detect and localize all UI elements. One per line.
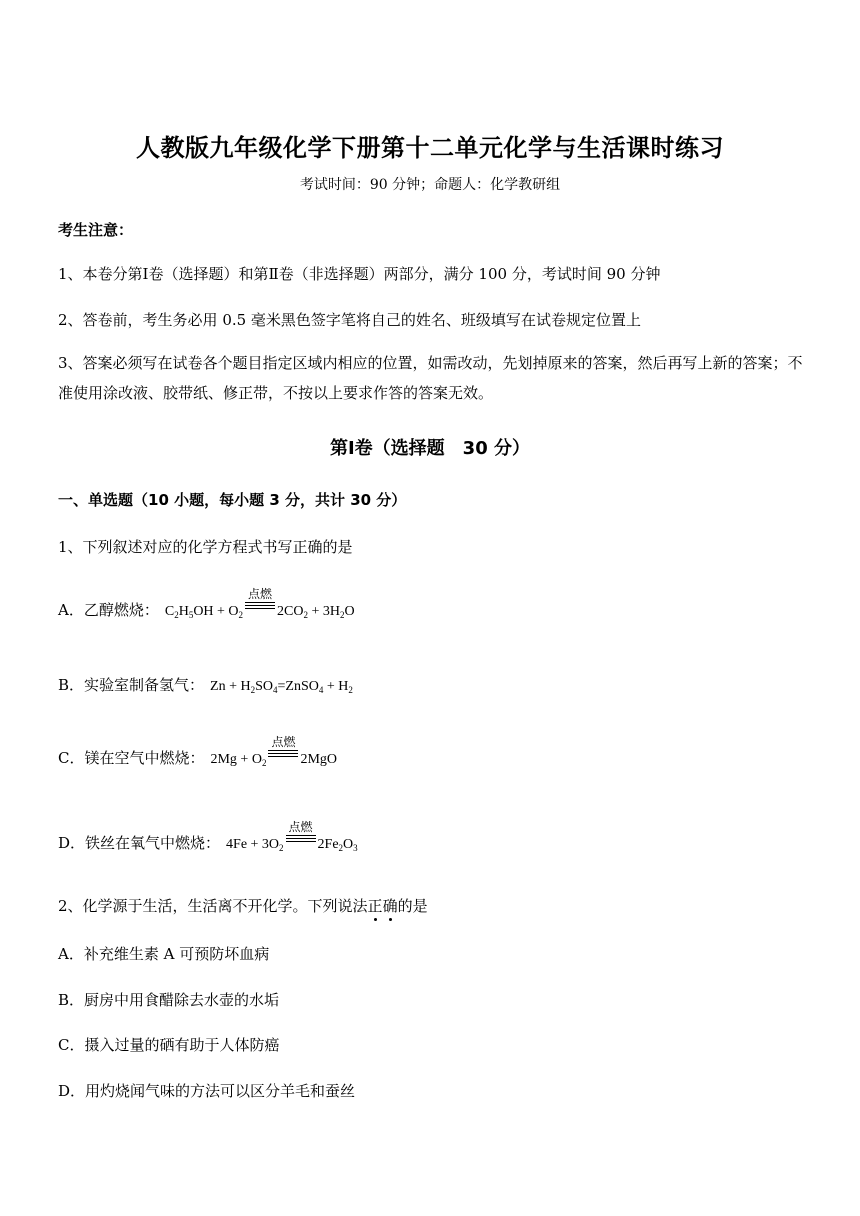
condition-label: 点燃 [271,735,296,749]
question-1-stem: 1、下列叙述对应的化学方程式书写正确的是 [58,538,353,556]
reaction-condition [285,820,317,848]
emphasis-char: 确 [382,897,398,915]
chemical-equation: $C_2H_5OH + O_2$ 点燃 $2CO_2 + 3H_2O$ [164,587,355,620]
question-2-option-a: A．补充维生素 A 可预防坏血病 [58,945,270,963]
notice-item-2: 2、答卷前，考生务必用 0.5 毫米黑色签字笔将自己的姓名、班级填写在试卷规定位置上 [58,311,641,329]
chemical-equation: $2Mg + O_2$ 点燃 2MgO [210,735,338,768]
question-2-option-c: C．摄入过量的硒有助于人体防癌 [58,1036,280,1054]
section-title: 第Ⅰ卷（选择题 30 分） [329,438,530,459]
exam-subtitle: 考试时间：90 分钟；命题人：化学教研组 [299,177,561,193]
chemical-equation: $Zn + H_2SO_4=ZnSO_4 + H_2$ [210,679,353,695]
notice-item-3: 3、答案必须写在试卷各个题目指定区域内相应的位置，如需改动，先划掉原来的答案，然后再写上新的答案；不准使用涂改液、胶带纸、修正带，不按以上要求作答的答案无效。 [58,354,803,402]
option-label: A．乙醇燃烧： [58,601,159,619]
condition-label: 点燃 [288,820,313,834]
page-title: 人教版九年级化学下册第十二单元化学与生活课时练习 [136,134,724,162]
reaction-condition [244,587,276,615]
part-heading: 一、单选题（10 小题，每小题 3 分，共计 30 分） [58,491,407,509]
question-2-option-b: B．厨房中用食醋除去水壶的水垢 [58,991,280,1009]
chemical-equation: $4Fe + 3O_2$ 点燃 $2Fe_2O_3$ [226,820,358,853]
question-1-option-a [58,587,355,620]
question-1-option-d [58,820,358,853]
notice-heading: 考生注意： [58,221,134,239]
question-1-option-c [58,735,338,768]
condition-label: 点燃 [248,587,273,601]
reaction-condition [267,735,299,763]
emphasis-char: 正 [367,897,383,915]
option-label: B．实验室制备氢气： [58,676,205,694]
stem-text: 的是 [397,897,428,915]
question-1-option-b [58,674,353,695]
option-label: C．镁在空气中燃烧： [58,749,205,767]
question-2-option-d: D．用灼烧闻气味的方法可以区分羊毛和蚕丝 [58,1082,356,1100]
notice-item-1: 1、本卷分第Ⅰ卷（选择题）和第Ⅱ卷（非选择题）两部分，满分 100 分，考试时间 90 分钟 [58,265,661,283]
stem-text: 2、化学源于生活，生活离不开化学。下列说法 [58,897,368,915]
option-label: D．铁丝在氧气中燃烧： [58,834,221,852]
question-2-stem [58,895,428,916]
